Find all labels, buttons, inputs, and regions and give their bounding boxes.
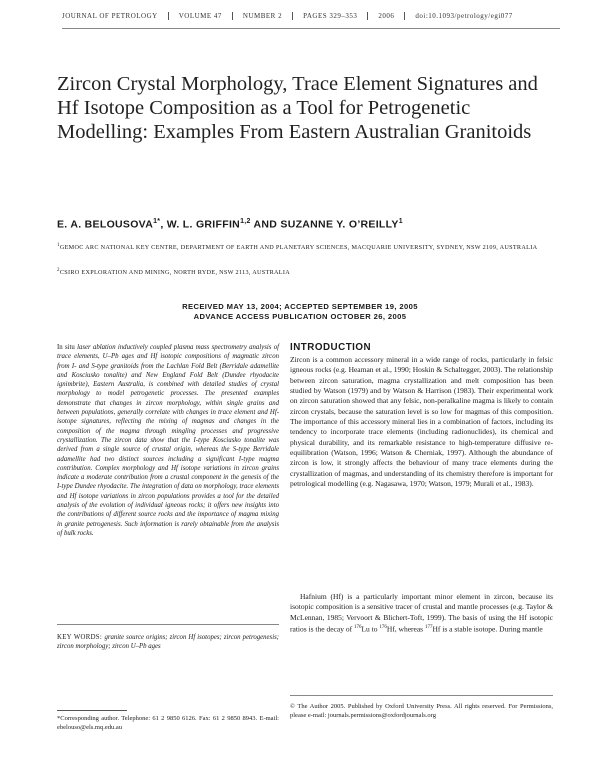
author-name: AND SUZANNE Y. O’REILLY <box>250 218 399 231</box>
author-name: E. A. BELOUSOVA <box>57 218 154 231</box>
isotope-mass-number: 176 <box>379 625 387 631</box>
isotope-mass-number: 177 <box>424 625 433 631</box>
advance-access-date: ADVANCE ACCESS PUBLICATION OCTOBER 26, 2005 <box>193 312 407 321</box>
author-affiliation-mark: 1,2 <box>240 218 251 225</box>
affiliation-mark: 2 <box>57 268 60 273</box>
paragraph-text: Hf, whereas <box>386 624 425 634</box>
received-accepted-dates: RECEIVED MAY 13, 2004; ACCEPTED SEPTEMBER 19, 2005 <box>182 302 418 311</box>
author-affiliation-mark: 1 <box>398 218 403 225</box>
keywords-text: granite source origins; zircon Hf isotopes; zircon petrogenesis; zircon morphology; zircon U–Pb ages <box>57 634 280 651</box>
running-head <box>62 12 560 20</box>
affiliation-text: GEMOC ARC NATIONAL KEY CENTRE, DEPARTMENT OF EARTH AND PLANETARY SCIENCES, MACQUARIE UNIVERSITY, SYDNEY, NSW 2109, AUSTRALIA <box>59 244 538 252</box>
copyright-notice: © The Author 2005. Published by Oxford University Press. All rights reserved. For Permissions, please e-mail: journals.permissions@oxfordjournals.org <box>290 703 553 719</box>
affiliation-mark: 1 <box>57 243 60 248</box>
abstract <box>57 343 279 538</box>
article-title: Zircon Crystal Morphology, Trace Element Signatures and Hf Isotope Composition as a Tool for Petrogenetic Modelling: Examples From Eastern Australian Granitoids <box>57 73 538 143</box>
footnote-divider <box>57 710 127 711</box>
introduction-paragraph-2 <box>290 592 553 635</box>
affiliation-1 <box>57 241 557 252</box>
isotope-mass-number: 176 <box>353 625 362 631</box>
publication-year: 2006 <box>367 12 404 20</box>
author-list <box>57 218 557 231</box>
paragraph-text: Hf is a stable isotope. During mantle <box>432 624 543 634</box>
keywords <box>57 633 279 652</box>
affiliation-text: CSIRO EXPLORATION AND MINING, NORTH RYDE, NSW 2113, AUSTRALIA <box>59 269 291 277</box>
copyright-divider <box>290 695 553 696</box>
author-affiliation-mark: 1* <box>153 218 161 225</box>
keywords-divider <box>57 624 279 625</box>
journal-name: JOURNAL OF PETROLOGY <box>62 12 158 20</box>
corresponding-author-footnote: *Corresponding author. Telephone: 61 2 9850 6126. Fax: 61 2 9850 8943. E-mail: ebelouso@els.mq.edu.au <box>57 715 279 731</box>
header-divider <box>62 28 560 29</box>
affiliation-2 <box>57 266 557 277</box>
doi: doi:10.1093/petrology/egi077 <box>404 12 522 20</box>
paragraph-text: Hafnium (Hf) is a particularly important minor element in zircon, because its isotopic composition is a sensitive tracer of crustal and mantle processes (e.g. Taylor & McLennan, 1985; Vervoort & Blichert-Toft, 1999). The basis of using the Hf isotopic ratios is the decay of <box>290 592 553 634</box>
section-heading-introduction: INTRODUCTION <box>290 342 372 353</box>
author-name: , W. L. GRIFFIN <box>160 218 241 231</box>
issue-number: NUMBER 2 <box>232 12 292 20</box>
keywords-label: KEY WORDS: <box>57 634 105 641</box>
article-history <box>100 302 500 322</box>
volume: VOLUME 47 <box>168 12 232 20</box>
abstract-lead: In situ <box>57 344 75 351</box>
introduction-paragraph-1: Zircon is a common accessory mineral in a wide range of rocks, particularly in felsic igneous rocks (e.g. Heaman et al., 1990; Hoskin & Schaltegger, 2003). The relationship between zircon saturation, magma crystallization and melt composition has been studied by Watson (1979) and by Watson & Harrison (1983). Their experimental work on zircon saturation showed that any felsic, non-peralkaline magma is likely to contain zircon crystals, because the saturation level is so low for magmas of this composition. The importance of this accessory mineral lies in a combination of factors, including its tendency to incorporate trace elements (including radionuclides), its chemical and physical durability, and its remarkable resistance to high-temperature diffusive re-equilibration (Watson, 1996; Watson & Cherniak, 1997). Although the abundance of zircon is low, it strongly affects the behaviour of many trace elements during the crystallization of magmas, and understanding of its chemistry therefore is important for petrological modelling (e.g. Nagasawa, 1970; Watson, 1979; Murali et al., 1983). <box>290 355 553 489</box>
paragraph-text: Lu to <box>361 624 380 634</box>
abstract-body: laser ablation inductively coupled plasma mass spectrometry analysis of trace elements, U–Pb ages and Hf isotopic compositions of magmatic zircon from I- and S-type granitoids from the Lachlan Fold Belt (Berridale adamellite and Kosciusko tonalite) and New England Fold Belt (Dundee rhyodacite ignimbrite), Eastern Australia, is combined with detailed studies of crystal morphology to model petrogenetic processes. The presented examples demonstrate that changes in zircon morphology, within single grains and between populations, generally correlate with changes in trace element and Hf-isotope signatures, reflecting the mixing of magmas and changes in the composition of the magma through mingling processes and progressive crystallization. The zircon data show that the I-type Kosciusko tonalite was derived from a single source of crustal origin, whereas the S-type Berridale adamellite had two distinct sources including a significant I-type magma contribution. Complex morphology and Hf isotope variations in zircon grains indicate a moderate contribution from a crustal component in the genesis of the I-type Dundee rhyodacite. The integration of data on morphology, trace elements and Hf isotope variations in zircon populations provides a tool for the detailed analysis of the evolution of individual igneous rocks; it offers new insights into the contributions of different source rocks and the importance of magma mixing in granite petrogenesis. Such information is rarely obtainable from the analysis of bulk rocks. <box>57 344 279 537</box>
page-range: PAGES 329–353 <box>292 12 367 20</box>
